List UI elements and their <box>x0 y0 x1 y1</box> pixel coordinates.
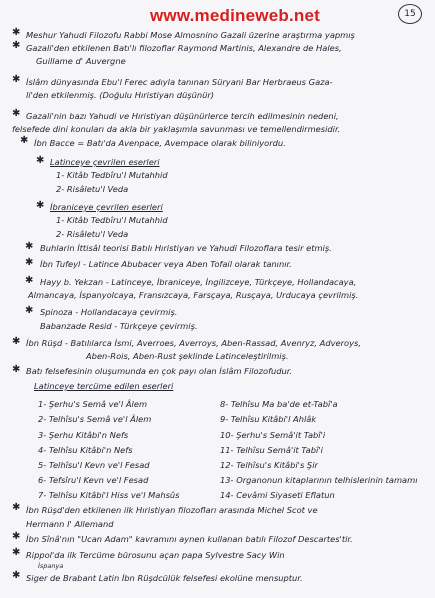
note-line: Gazali'den etkilenen Batı'lı filozoflar Raymond Martinis, Alexandre de Hales, <box>26 43 342 53</box>
work-item: 1- Şerhu's Semâ ve'l Âlem <box>38 399 148 409</box>
star-bullet-icon: ✱ <box>12 336 21 347</box>
list-item: 1- Kitâb Tedbîru'l Mutahhid <box>56 215 168 225</box>
note-line: İbn Rüşd'den etkilenen ilk Hıristiyan filozofları arasında Michel Scot ve <box>26 505 318 515</box>
star-bullet-icon: ✱ <box>12 27 21 38</box>
note-line: Almancaya, İspanyolcaya, Fransızcaya, Farsçaya, Rusçaya, Urducaya çevrilmiş. <box>28 290 359 300</box>
subheading-hebrew: İbraniceye çevrilen eserleri <box>50 202 163 212</box>
note-line: Aben-Rois, Aben-Rust şeklinde Latinceleştirilmiş. <box>86 351 289 361</box>
section-heading-ibn-bacce: İbn Bacce = Batı'da Avenpace, Avempace olarak biliniyordu. <box>34 138 286 148</box>
star-bullet-icon: ✱ <box>12 40 21 51</box>
note-line: İbn Sînâ'nın "Ucan Adam" kavramını aynen kullanan batılı Filozof Descartes'tir. <box>26 534 353 544</box>
star-bullet-icon: ✱ <box>12 74 21 85</box>
note-line: Rippol'da ilk Tercüme bürosunu açan papa Sylvestre Sacy Win <box>26 550 285 560</box>
note-annotation: İspanya <box>38 562 64 570</box>
site-watermark: www.medineweb.net <box>150 6 320 25</box>
star-bullet-icon: ✱ <box>36 200 45 211</box>
star-bullet-icon: ✱ <box>25 305 34 316</box>
work-item: 7- Telhîsu Kitâbi'l Hiss ve'l Mahsûs <box>38 490 180 500</box>
star-bullet-icon: ✱ <box>12 108 21 119</box>
section-heading-ibn-tufeyl: İbn Tufeyl - Latince Abubacer veya Aben Tofail olarak tanınır. <box>40 259 292 269</box>
list-item: 2- Risâletu'l Veda <box>56 229 129 239</box>
star-bullet-icon: ✱ <box>12 531 21 542</box>
work-item: 10- Şerhu's Semâ'it Tabî'i <box>220 430 326 440</box>
note-line: Hermann I' Allemand <box>26 519 114 529</box>
note-line: Batı felsefesinin oluşumunda en çok payı olan İslâm Filozofudur. <box>26 366 293 376</box>
star-bullet-icon: ✱ <box>12 502 21 513</box>
work-item: 11- Telhîsu Semâ'it Tabî'i <box>220 445 323 455</box>
section-heading-ibn-rusd: İbn Rüşd - Batılılarca İsmi, Averroes, Averroys, Aben-Rassad, Avenryz, Adveroys, <box>26 338 361 348</box>
note-line: Siger de Brabant Latin İbn Rüşdcülük felsefesi ekolüne mensuptur. <box>26 573 303 583</box>
subheading-latin: Latinceye çevrilen eserleri <box>50 157 160 167</box>
note-line: Gazali'nin bazı Yahudi ve Hıristiyan düşünürlerce tercih edilmesinin nedeni, <box>26 111 339 121</box>
work-item: 14- Cevâmi Siyaseti Eflatun <box>220 490 335 500</box>
star-bullet-icon: ✱ <box>12 364 21 375</box>
work-item: 8- Telhîsu Ma ba'de et-Tabî'a <box>220 399 338 409</box>
star-bullet-icon: ✱ <box>25 275 34 286</box>
star-bullet-icon: ✱ <box>12 570 21 581</box>
work-item: 3- Şerhu Kitâbi'n Nefs <box>38 430 129 440</box>
list-item: 1- Kitâb Tedbîru'l Mutahhid <box>56 170 168 180</box>
work-item: 2- Telhîsu's Semâ ve'l Âlem <box>38 414 152 424</box>
work-item: 12- Telhîsu's Kitâbi's Şir <box>220 460 318 470</box>
star-bullet-icon: ✱ <box>12 547 21 558</box>
star-bullet-icon: ✱ <box>36 155 45 166</box>
note-line: li'den etkilenmiş. (Doğulu Hıristiyan düşünür) <box>26 90 215 100</box>
note-line: Guillame d' Auvergne <box>36 56 126 66</box>
page-number: 15 <box>398 4 422 24</box>
work-item: 9- Telhîsu Kitâbi'l Ahlâk <box>220 414 317 424</box>
work-item: 6- Tefsîru'l Kevn ve'l Fesad <box>38 475 149 485</box>
star-bullet-icon: ✱ <box>20 135 29 146</box>
note-line: felsefede dini konuları da akla bir yaklaşımla savunması ve temellendirmesidir. <box>12 124 341 134</box>
star-bullet-icon: ✱ <box>25 241 34 252</box>
work-item: 13- Organonun kitaplarının telhislerinin tamamı <box>220 475 418 485</box>
star-bullet-icon: ✱ <box>25 257 34 268</box>
note-line: Spinoza - Hollandacaya çevirmiş. <box>40 307 178 317</box>
note-line: Meshur Yahudi Filozofu Rabbi Mose Almosnino Gazali üzerine araştırma yapmış <box>26 30 355 40</box>
note-line: İslâm dünyasında Ebu'l Ferec adıyla tanınan Süryani Bar Herbraeus Gaza- <box>26 77 333 87</box>
note-line: Buhlarin İttisâl teorisi Batılı Hıristiyan ve Yahudi Filozoflara tesir etmiş. <box>40 243 332 253</box>
subheading-works: Latinceye tercüme edilen eserleri <box>34 381 174 391</box>
list-item: 2- Risâletu'l Veda <box>56 184 129 194</box>
work-item: 5- Telhîsu'l Kevn ve'l Fesad <box>38 460 150 470</box>
note-line: Hayy b. Yekzan - Latinceye, İbraniceye, İngilizceye, Türkçeye, Hollandacaya, <box>40 277 357 287</box>
work-item: 4- Telhîsu Kitâbi'n Nefs <box>38 445 133 455</box>
note-line: Babanzade Resid - Türkçeye çevirmiş. <box>40 321 198 331</box>
